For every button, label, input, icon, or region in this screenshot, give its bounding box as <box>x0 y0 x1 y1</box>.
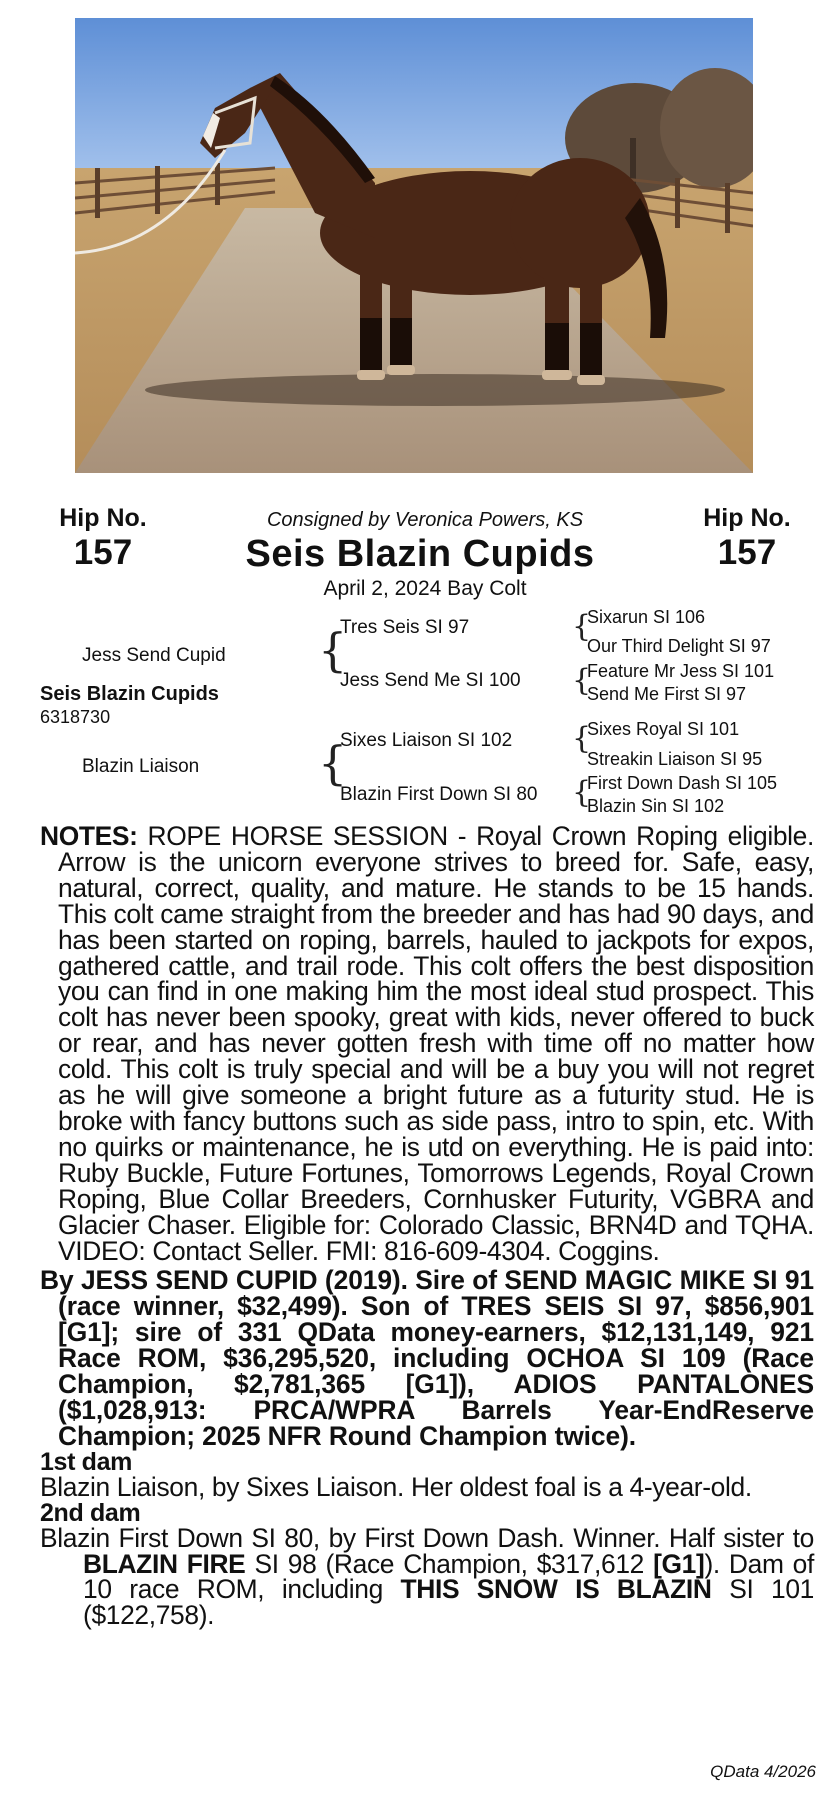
second-dam-bold-part: BLAZIN FIRE <box>83 1548 246 1579</box>
second-dam-heading: 2nd dam <box>40 1498 141 1527</box>
pedigree-registration: 6318730 <box>40 707 111 727</box>
second-dam-text-part: SI 98 (Race Champion, $317,612 <box>245 1548 654 1579</box>
horse-photo-illustration <box>75 18 753 473</box>
pedigree-brace: { <box>572 775 592 810</box>
hip-number: 157 <box>73 533 133 572</box>
second-dam-text <box>40 1522 815 1631</box>
catalog-body <box>40 821 815 1631</box>
horse-photo <box>75 18 753 473</box>
first-dam-text: Blazin Liaison, by Sixes Liaison. Her oldest foal is a 4-year-old. <box>40 1471 752 1502</box>
pedigree-sire-sire: Tres Seis SI 97 <box>340 617 470 638</box>
pedigree-brace: { <box>572 721 592 756</box>
notes-paragraph <box>40 821 814 1266</box>
sire-summary: By JESS SEND CUPID (2019). Sire of SEND MAGIC MIKE SI 91 (race winner, $32,499). Son of TRES SEIS SI 97, $856,901 [G1]; sire of 331 QData money-earners, $12,131,149, 921 Race ROM, $36,295,520, including OCHOA SI 109 (Race Champion, $2,781,365 [G1]), ADIOS PANTALONES ($1,028,913: PRCA/WPRA Barrels Year-EndReserve Champion; 2025 NFR Round Champion twice). <box>40 1265 814 1451</box>
consignor-line: Consigned by Veronica Powers, KS <box>266 509 584 531</box>
notes-text: ROPE HORSE SESSION - Royal Crown Roping eligible. Arrow is the unicorn everyone strives to breed for. Safe, easy, natural, correct, quality, and mature. He stands to be 15 hands. This colt came straight from the breeder and has had 90 days, and has been started on roping, barrels, hauled to jackpots for expos, gathered cattle, and trail rode. This colt offers the best disposition you can find in one making him the most ideal stud prospect. This colt has never been spooky, great with kids, never offered to buck or rear, and has never gotten fresh with time off no matter how cold. This colt is truly special and will be a buy you will not regret as he will give someone a bright future as a futurity stud. He is broke with fancy buttons such as side pass, intro to spin, etc. With no quirks or maintenance, he is utd on everything. He is paid into: Ruby Buckle, Future Fortunes, Tomorrows Legends, Royal Crown Roping, Blue Collar Breeders, Cornhusker Futurity, VGBRA and Glacier Chaser. Eligible for: Colorado Classic, BRN4D and TQHA. VIDEO: Contact Seller. FMI: 816-609-4304. Coggins. <box>58 821 814 1266</box>
notes-label: NOTES: <box>40 821 138 851</box>
pedigree-brace: { <box>318 623 348 677</box>
pedigree-gen3-6: Streakin Liaison SI 95 <box>587 749 763 769</box>
foaled-line: April 2, 2024 Bay Colt <box>323 577 527 600</box>
pedigree-horse-name: Seis Blazin Cupids <box>40 683 219 705</box>
second-dam-text-part: ). Dam of 10 race ROM, including <box>83 1548 814 1605</box>
second-dam-text-part: SI 101 ($122,758). <box>83 1574 815 1631</box>
horse-name-title: Seis Blazin Cupids <box>245 533 595 575</box>
pedigree-gen3-5: Sixes Royal SI 101 <box>587 719 740 739</box>
pedigree-brace: { <box>572 609 592 644</box>
hip-number-left <box>28 503 178 573</box>
pedigree-sire-dam: Jess Send Me SI 100 <box>340 670 521 691</box>
first-dam-heading: 1st dam <box>40 1447 133 1476</box>
pedigree-brace: { <box>572 663 592 698</box>
pedigree-gen3-8: Blazin Sin SI 102 <box>587 796 725 816</box>
second-dam-bold-part: THIS SNOW IS BLAZIN <box>400 1574 712 1605</box>
qdata-footer: QData 4/2026 <box>710 1762 816 1781</box>
pedigree-gen3-4: Send Me First SI 97 <box>587 684 747 704</box>
pedigree-sire: Jess Send Cupid <box>82 645 226 666</box>
pedigree-gen3-2: Our Third Delight SI 97 <box>587 636 771 656</box>
hip-label: Hip No. <box>703 504 791 532</box>
pedigree-gen3-1: Sixarun SI 106 <box>587 607 706 627</box>
hip-number: 157 <box>717 533 777 572</box>
second-dam-text-part: Blazin First Down SI 80, by First Down Dash. Winner. Half sister to <box>40 1522 814 1553</box>
pedigree-gen3-3: Feature Mr Jess SI 101 <box>587 661 775 681</box>
pedigree-brace: { <box>318 736 348 790</box>
hip-number-right <box>672 503 822 573</box>
hip-label: Hip No. <box>59 504 147 532</box>
pedigree-gen3-7: First Down Dash SI 105 <box>587 773 778 793</box>
pedigree-dam-sire: Sixes Liaison SI 102 <box>340 730 513 751</box>
second-dam-bold-part: [G1] <box>653 1548 705 1579</box>
pedigree-dam-dam: Blazin First Down SI 80 <box>340 784 538 805</box>
pedigree-dam: Blazin Liaison <box>82 756 200 777</box>
